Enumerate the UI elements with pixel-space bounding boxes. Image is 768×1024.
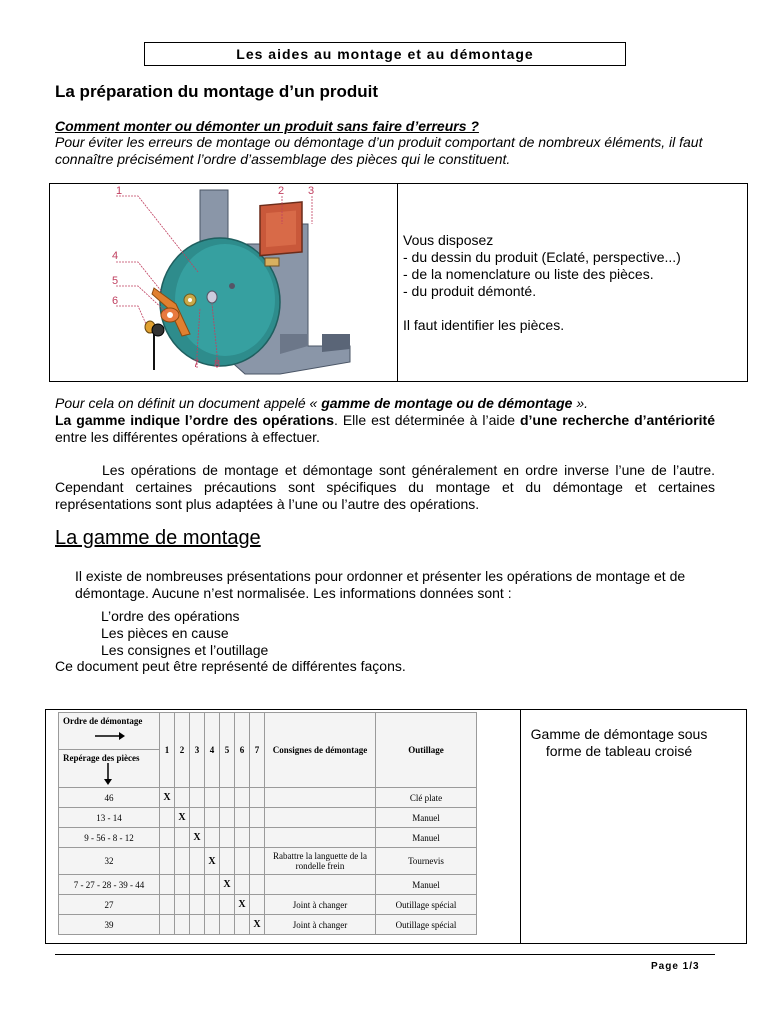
step-cell	[175, 875, 190, 895]
step-cell: X	[190, 828, 205, 848]
step-cell	[190, 788, 205, 808]
page-number: Page 1/3	[651, 961, 700, 972]
table-row	[59, 808, 477, 828]
table-row	[59, 895, 477, 915]
step-cell	[160, 895, 175, 915]
outil-cell: Manuel	[376, 808, 477, 828]
step-cell	[250, 875, 265, 895]
outil-cell: Manuel	[376, 875, 477, 895]
label-2: 2	[278, 185, 285, 197]
information-list	[101, 608, 268, 659]
step-cell	[190, 895, 205, 915]
step-cell	[205, 915, 220, 935]
piece-cell: 27	[59, 895, 160, 915]
table-row	[59, 828, 477, 848]
consigne-cell	[265, 875, 376, 895]
step-cell	[160, 808, 175, 828]
step-cell	[220, 808, 235, 828]
label-3: 3	[308, 185, 315, 197]
consigne-cell: Rabattre la languette de la rondelle frein	[265, 848, 376, 875]
resources-line: - du produit démonté.	[403, 283, 537, 299]
table-row	[59, 875, 477, 895]
step-cell	[205, 828, 220, 848]
outil-cell: Clé plate	[376, 788, 477, 808]
step-cell: X	[205, 848, 220, 875]
resources-line: Vous disposez	[403, 232, 494, 248]
consigne-cell	[265, 808, 376, 828]
resources-line: - de la nomenclature ou liste des pièces.	[403, 266, 654, 282]
step-cell	[235, 915, 250, 935]
intro-paragraph: Pour éviter les erreurs de montage ou démontage d’un produit comportant de nombreux éléments, il faut connaître précisément l’ordre d’assemblage des pièces qui le constituent.	[55, 134, 703, 167]
step-cell	[220, 915, 235, 935]
piece-cell: 7 - 27 - 28 - 39 - 44	[59, 875, 160, 895]
consigne-cell: Joint à changer	[265, 895, 376, 915]
step-cell	[250, 895, 265, 915]
outil-cell: Tournevis	[376, 848, 477, 875]
step-cell	[250, 828, 265, 848]
resources-line	[403, 300, 681, 317]
piece-cell: 13 - 14	[59, 808, 160, 828]
table-corner: Ordre de démontage Repérage des pièces	[59, 713, 160, 788]
consignes-header: Consignes de démontage	[265, 713, 376, 788]
step-cell	[235, 808, 250, 828]
step-cell: X	[235, 895, 250, 915]
section-heading-preparation: La préparation du montage d’un produit	[55, 82, 378, 101]
label-5: 5	[112, 275, 119, 287]
step-header: 7	[250, 713, 265, 788]
step-header: 2	[175, 713, 190, 788]
piece-cell: 46	[59, 788, 160, 808]
resources-line: - du dessin du produit (Eclaté, perspective...)	[403, 249, 681, 265]
piece-cell: 32	[59, 848, 160, 875]
definition-paragraph: Pour cela on définit un document appelé « gamme de montage ou de démontage ».	[55, 395, 589, 411]
label-8: 8	[214, 358, 221, 370]
outil-cell: Manuel	[376, 828, 477, 848]
step-cell	[220, 895, 235, 915]
step-cell	[175, 848, 190, 875]
step-cell	[160, 828, 175, 848]
step-cell	[160, 915, 175, 935]
step-cell	[205, 895, 220, 915]
table-row	[59, 848, 477, 875]
step-cell	[190, 915, 205, 935]
step-cell	[235, 788, 250, 808]
label-4: 4	[112, 250, 119, 262]
arrow-right-icon	[95, 731, 125, 741]
step-cell	[190, 808, 205, 828]
step-cell	[205, 808, 220, 828]
step-cell	[235, 828, 250, 848]
gamme-paragraph: La gamme indique l’ordre des opérations. Elle est déterminée à l’aide d’une recherche d’antériorité entre les différentes opérations à effectuer.	[55, 412, 715, 445]
footer-rule	[55, 954, 715, 955]
exploded-view-drawing	[50, 184, 396, 380]
step-cell	[175, 788, 190, 808]
step-cell	[235, 848, 250, 875]
step-cell	[220, 848, 235, 875]
step-cell: X	[175, 808, 190, 828]
piece-cell: 9 - 56 - 8 - 12	[59, 828, 160, 848]
table-caption: Gamme de démontage sous forme de tableau croisé	[530, 726, 708, 759]
step-cell: X	[160, 788, 175, 808]
step-header: 6	[235, 713, 250, 788]
step-cell	[175, 828, 190, 848]
step-header: 4	[205, 713, 220, 788]
step-header: 3	[190, 713, 205, 788]
step-cell	[205, 788, 220, 808]
step-cell	[250, 808, 265, 828]
label-1: 1	[116, 185, 123, 197]
step-cell	[205, 875, 220, 895]
consigne-cell	[265, 828, 376, 848]
outil-cell: Outillage spécial	[376, 915, 477, 935]
consigne-cell: Joint à changer	[265, 915, 376, 935]
label-6: 6	[112, 295, 119, 307]
step-cell	[175, 915, 190, 935]
step-cell	[235, 875, 250, 895]
resources-list	[403, 232, 681, 334]
presentations-paragraph: Il existe de nombreuses présentations pour ordonner et présenter les opérations de montage et de démontage. Aucune n’est normalisée. Les informations données sont :	[75, 568, 686, 601]
operations-paragraph: Les opérations de montage et démontage sont généralement en ordre inverse l’une de l’autre. Cependant certaines précautions sont spécifiques du montage et du démontage et certaines représentations sont plus adaptées à l’une ou l’autre des opérations.	[55, 462, 715, 512]
table-row	[59, 915, 477, 935]
step-header: 5	[220, 713, 235, 788]
table-row	[59, 788, 477, 808]
step-cell	[175, 895, 190, 915]
arrow-down-icon	[103, 763, 113, 785]
list-item: Les consignes et l’outillage	[101, 642, 269, 658]
resources-line: Il faut identifier les pièces.	[403, 317, 565, 333]
step-cell	[220, 788, 235, 808]
list-item: Les pièces en cause	[101, 625, 229, 641]
step-cell: X	[220, 875, 235, 895]
section-heading-gamme: La gamme de montage	[55, 527, 261, 549]
step-cell	[160, 875, 175, 895]
step-header: 1	[160, 713, 175, 788]
representation-paragraph: Ce document peut être représenté de différentes façons.	[55, 658, 406, 674]
piece-cell: 39	[59, 915, 160, 935]
list-item: L’ordre des opérations	[101, 608, 240, 624]
step-cell: X	[250, 915, 265, 935]
label-7: 7	[193, 358, 200, 370]
question-title: Comment monter ou démonter un produit sans faire d’erreurs ?	[55, 118, 479, 134]
step-cell	[190, 875, 205, 895]
step-cell	[190, 848, 205, 875]
step-cell	[250, 848, 265, 875]
step-cell	[160, 848, 175, 875]
outil-cell: Outillage spécial	[376, 895, 477, 915]
step-cell	[220, 828, 235, 848]
outillage-header: Outillage	[376, 713, 477, 788]
document-header: Les aides au montage et au démontage	[144, 42, 626, 66]
consigne-cell	[265, 788, 376, 808]
step-cell	[250, 788, 265, 808]
gamme-table	[58, 712, 477, 935]
